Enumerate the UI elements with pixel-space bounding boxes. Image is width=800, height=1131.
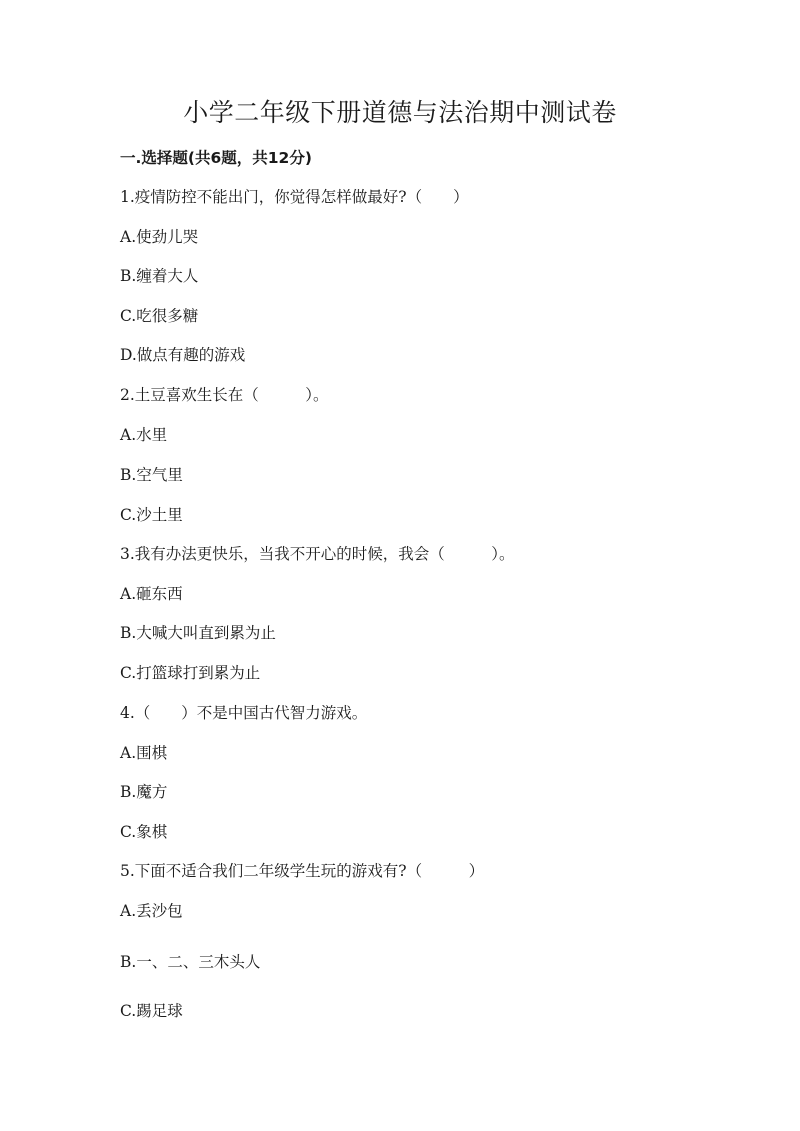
question-4-option-b: B.魔方 [120,783,168,801]
question-3-option-b: B.大喊大叫直到累为止 [120,624,276,642]
question-2-option-c: C.沙土里 [120,506,183,524]
question-1-option-a: A.使劲儿哭 [120,228,199,246]
question-3-option-c: C.打篮球打到累为止 [120,664,261,682]
question-4-option-c: C.象棋 [120,823,168,841]
section-heading: 一.选择题(共6题，共12分) [120,149,312,167]
question-4-option-a: A.围棋 [120,744,168,762]
question-5-option-c: C.踢足球 [120,1002,183,1020]
question-1-option-c: C.吃很多糖 [120,307,199,325]
question-1-option-b: B.缠着大人 [120,267,199,285]
question-5-option-a: A.丢沙包 [120,902,183,920]
question-5-stem: 5.下面不适合我们二年级学生玩的游戏有?（ ） [120,862,485,880]
question-4-stem: 4.（ ）不是中国古代智力游戏。 [120,704,368,722]
question-2-option-a: A.水里 [120,426,168,444]
question-1-stem: 1.疫情防控不能出门，你觉得怎样做最好?（ ） [120,188,469,206]
question-3-option-a: A.砸东西 [120,585,183,603]
page-title: 小学二年级下册道德与法治期中测试卷 [183,98,617,127]
question-5-option-b: B.一、二、三木头人 [120,953,261,971]
question-1-option-d: D.做点有趣的游戏 [120,346,246,364]
question-3-stem: 3.我有办法更快乐，当我不开心的时候，我会（ ）。 [120,545,515,563]
question-2-stem: 2.土豆喜欢生长在（ ）。 [120,386,329,404]
question-2-option-b: B.空气里 [120,466,183,484]
